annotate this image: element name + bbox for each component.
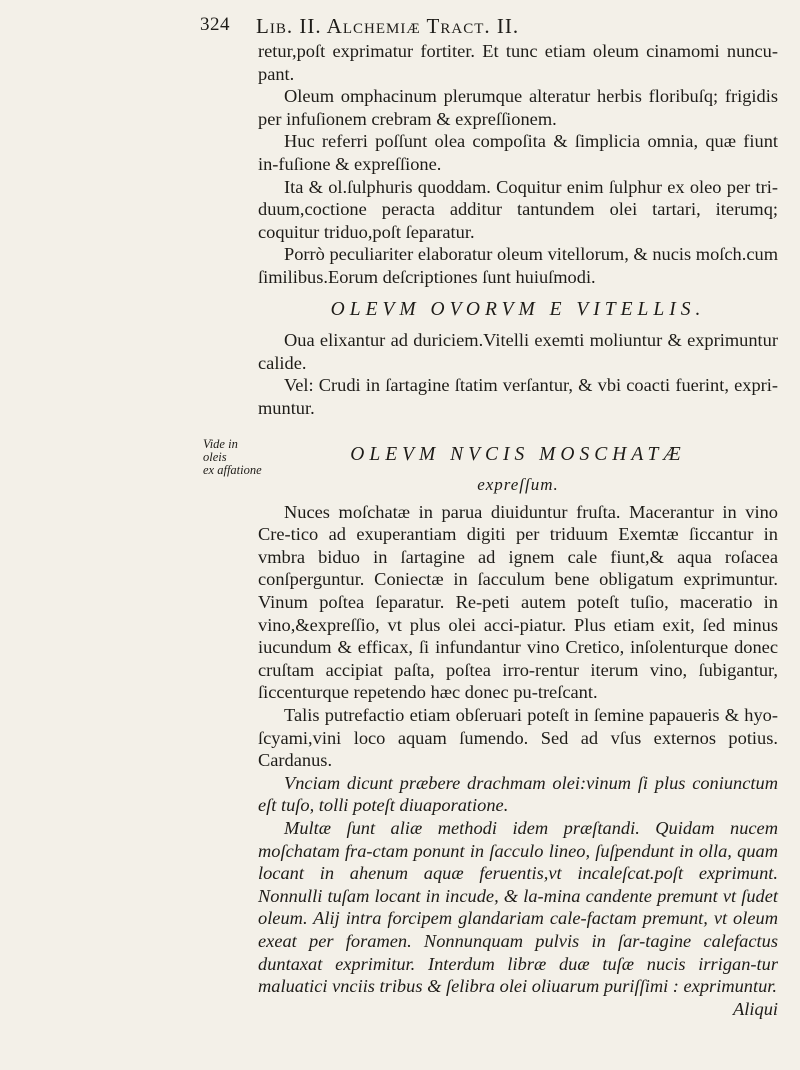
paragraph: Multæ ſunt aliæ methodi idem præſtandi. Quidam nucem moſchatam fra-ctam ponunt in ſacculo lineo, ſuſpendunt in olla, quam locant in ahenum aquæ feruentis,vt incaleſcat.poſt exprimunt. Nonnulli tuſam locant in incude, & la-mina candente premunt vt ſudet oleum. Alij intra forcipem glandariam cale-factam premunt, vt oleum exeat per foramen. Nonnunquam pulvis in ſar-tagine calefactus duntaxat exprimitur. Interdum libræ duæ tuſæ nucis irrigan-tur maluatici vnciis tribus & ſelibra olei oliuarum puriſſimi : exprimuntur. xyxy=(258,818,778,997)
body-text xyxy=(258,40,778,1020)
margin-note xyxy=(203,438,263,477)
running-header xyxy=(200,14,760,42)
paragraph: Talis putrefactio etiam obſeruari poteſt in ſemine papaueris & hyo-ſcyami,vini loco aquam ſumendo. Sed ad vſus externos potius. Cardanus. xyxy=(258,705,778,771)
paragraph: Porrò peculiariter elaboratur oleum vitellorum, & nucis moſch.cum ſimilibus.Eorum deſcriptiones ſunt huiuſmodi. xyxy=(258,244,778,287)
paragraph: Oua elixantur ad duriciem.Vitelli exemti moliuntur & exprimuntur calide. xyxy=(258,330,778,373)
paragraph: Huc referri poſſunt olea compoſita & ſimplicia omnia, quæ fiunt in-fuſione & expreſſione. xyxy=(258,131,778,174)
section-heading: OLEVM OVORVM E VITELLIS. xyxy=(330,298,706,320)
paragraph: Nuces moſchatæ in parua diuiduntur fruſta. Macerantur in vino Cre-tico ad exuperantiam digiti per triduum Exemtæ ſiccantur in vmbra biduo in ſartagine ad ignem cale fiunt,& aqua roſacea conſperguntur. Coniectæ in ſacculum bene obligatum exprimuntur. Vinum poſtea ſeparatur. Re-peti autem poteſt tuſio, maceratio in vino,&expreſſio, vt plus olei acci-piatur. Plus etiam exit, ſed minus iucundum & efficax, ſi infundantur vino Cretico, inſolenturque donec cruſtam accipiat paſta, poſtea irro-rentur iterum vino, ſubigantur, ſiccenturque repetendo hæc donec pu-treſcant. xyxy=(258,501,778,703)
paragraph: Vel: Crudi in ſartagine ſtatim verſantur, & vbi coacti fuerint, expri-muntur. xyxy=(258,375,778,418)
margin-note-line: ex affatione xyxy=(203,463,262,477)
paragraph: Vnciam dicunt præbere drachmam olei:vinum ſi plus coniunctum eſt tuſo, tolli poteſt diuaporatione. xyxy=(258,772,778,816)
paragraph: retur,poſt exprimatur fortiter. Et tunc etiam oleum cinamomi nuncu-pant. xyxy=(258,41,778,84)
paragraph: Oleum omphacinum plerumque alteratur herbis floribuſq; frigidis per infuſionem crebram & expreſſionem. xyxy=(258,86,778,129)
section-heading: OLEVM NVCIS MOSCHATÆ xyxy=(350,443,686,465)
section-subheading: expreſſum. xyxy=(477,475,559,495)
margin-note-line: Vide in oleis xyxy=(203,437,238,464)
catchword: Aliqui xyxy=(733,998,778,1019)
page-number: 324 xyxy=(200,14,230,35)
running-title: Lib. II. Alchemiæ Tract. II. xyxy=(256,14,520,38)
paragraph: Ita & ol.ſulphuris quoddam. Coquitur enim ſulphur ex oleo per tri-duum,coctione peracta additur tantundem olei tartari, iterumq; coquitur triduo,poſt ſeparatur. xyxy=(258,176,778,242)
